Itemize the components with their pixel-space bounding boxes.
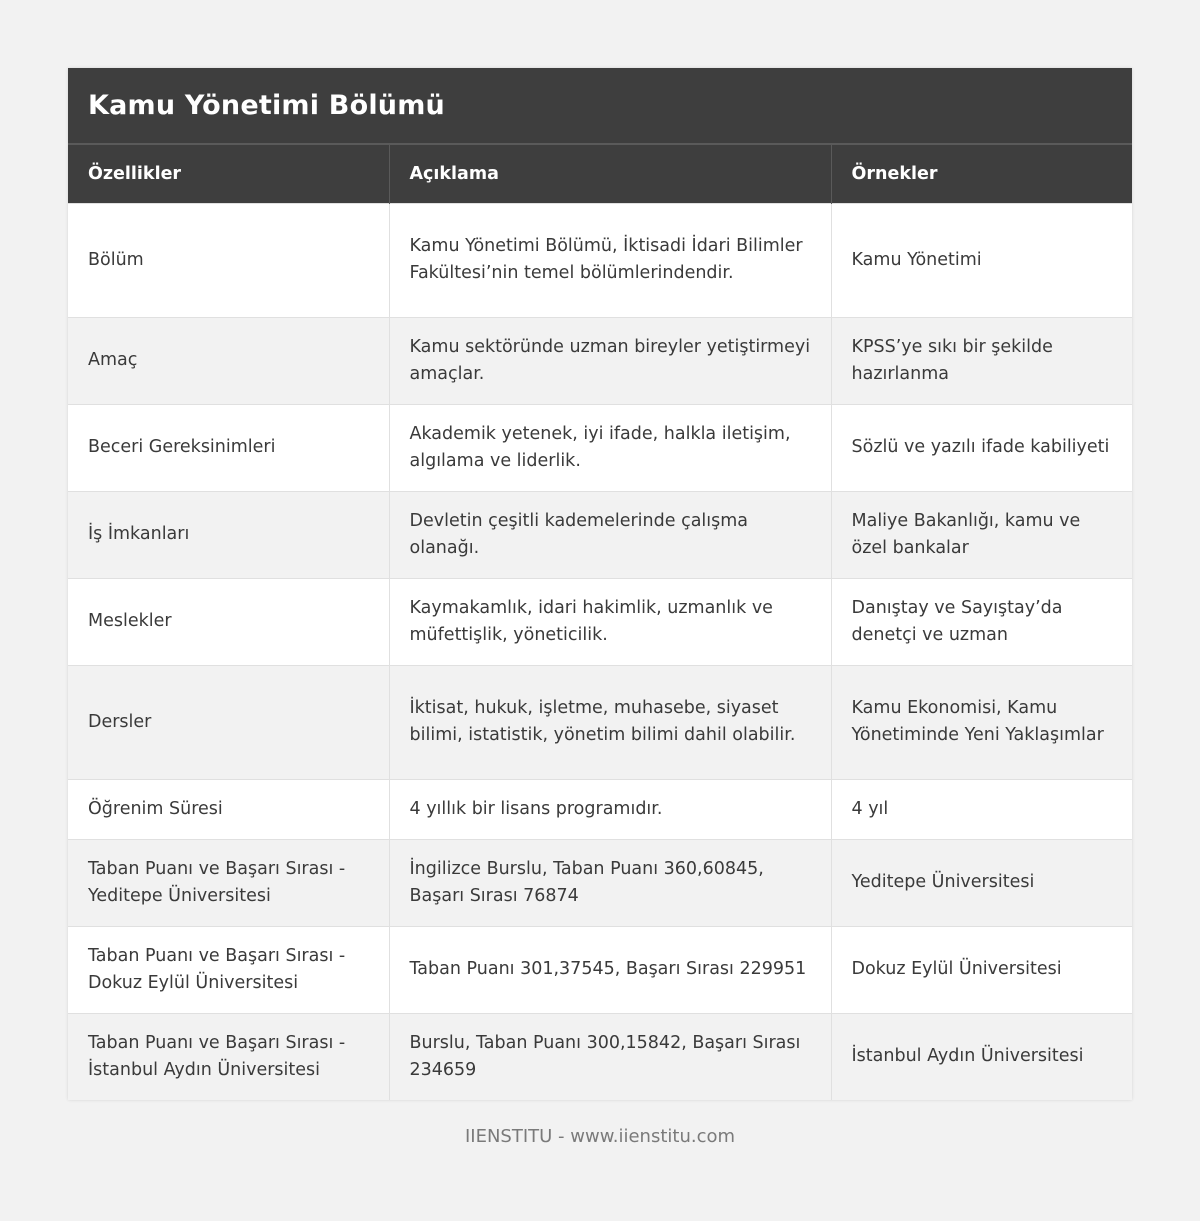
cell-feature: Taban Puanı ve Başarı Sırası - İstanbul Aydın Üniversitesi bbox=[68, 1013, 389, 1100]
cell-example: KPSS’ye sıkı bir şekilde hazırlanma bbox=[831, 317, 1132, 404]
cell-feature: Amaç bbox=[68, 317, 389, 404]
cell-example: Kamu Ekonomisi, Kamu Yönetiminde Yeni Yaklaşımlar bbox=[831, 665, 1132, 779]
cell-description: Kamu sektöründe uzman bireyler yetiştirmeyi amaçlar. bbox=[389, 317, 831, 404]
table-row bbox=[68, 1013, 1132, 1100]
cell-description: 4 yıllık bir lisans programıdır. bbox=[389, 779, 831, 839]
cell-feature: Dersler bbox=[68, 665, 389, 779]
cell-example: Yeditepe Üniversitesi bbox=[831, 839, 1132, 926]
cell-feature: İş İmkanları bbox=[68, 491, 389, 578]
table-title: Kamu Yönetimi Bölümü bbox=[88, 90, 445, 121]
cell-example: 4 yıl bbox=[831, 779, 1132, 839]
column-header-ozellikler: Özellikler bbox=[68, 144, 389, 203]
cell-example: Dokuz Eylül Üniversitesi bbox=[831, 926, 1132, 1013]
column-header-aciklama: Açıklama bbox=[389, 144, 831, 203]
cell-example: Danıştay ve Sayıştay’da denetçi ve uzman bbox=[831, 578, 1132, 665]
cell-feature: Taban Puanı ve Başarı Sırası - Dokuz Eylül Üniversitesi bbox=[68, 926, 389, 1013]
data-table bbox=[68, 143, 1132, 1100]
cell-example: Maliye Bakanlığı, kamu ve özel bankalar bbox=[831, 491, 1132, 578]
table-body bbox=[68, 203, 1132, 1100]
table-title-bar bbox=[68, 68, 1132, 143]
cell-feature: Taban Puanı ve Başarı Sırası - Yeditepe Üniversitesi bbox=[68, 839, 389, 926]
cell-example: Sözlü ve yazılı ifade kabiliyeti bbox=[831, 404, 1132, 491]
cell-description: Akademik yetenek, iyi ifade, halkla iletişim, algılama ve liderlik. bbox=[389, 404, 831, 491]
table-card bbox=[68, 68, 1132, 1100]
table-row bbox=[68, 578, 1132, 665]
cell-example: Kamu Yönetimi bbox=[831, 203, 1132, 317]
table-header bbox=[68, 144, 1132, 203]
cell-description: Burslu, Taban Puanı 300,15842, Başarı Sırası 234659 bbox=[389, 1013, 831, 1100]
table-row bbox=[68, 926, 1132, 1013]
cell-description: İngilizce Burslu, Taban Puanı 360,60845, Başarı Sırası 76874 bbox=[389, 839, 831, 926]
cell-example: İstanbul Aydın Üniversitesi bbox=[831, 1013, 1132, 1100]
table-row bbox=[68, 404, 1132, 491]
cell-feature: Beceri Gereksinimleri bbox=[68, 404, 389, 491]
footer-credit: IIENSTITU - www.iienstitu.com bbox=[464, 1126, 736, 1147]
table-row bbox=[68, 491, 1132, 578]
table-row bbox=[68, 839, 1132, 926]
table-row bbox=[68, 317, 1132, 404]
cell-description: Taban Puanı 301,37545, Başarı Sırası 229951 bbox=[389, 926, 831, 1013]
cell-feature: Bölüm bbox=[68, 203, 389, 317]
column-header-ornekler: Örnekler bbox=[831, 144, 1132, 203]
table-row bbox=[68, 203, 1132, 317]
header-row bbox=[68, 144, 1132, 203]
table-row bbox=[68, 779, 1132, 839]
cell-feature: Meslekler bbox=[68, 578, 389, 665]
cell-description: Kamu Yönetimi Bölümü, İktisadi İdari Bilimler Fakültesi’nin temel bölümlerindendir. bbox=[389, 203, 831, 317]
cell-feature: Öğrenim Süresi bbox=[68, 779, 389, 839]
table-row bbox=[68, 665, 1132, 779]
cell-description: Devletin çeşitli kademelerinde çalışma olanağı. bbox=[389, 491, 831, 578]
cell-description: Kaymakamlık, idari hakimlik, uzmanlık ve müfettişlik, yöneticilik. bbox=[389, 578, 831, 665]
cell-description: İktisat, hukuk, işletme, muhasebe, siyaset bilimi, istatistik, yönetim bilimi dahil olabilir. bbox=[389, 665, 831, 779]
